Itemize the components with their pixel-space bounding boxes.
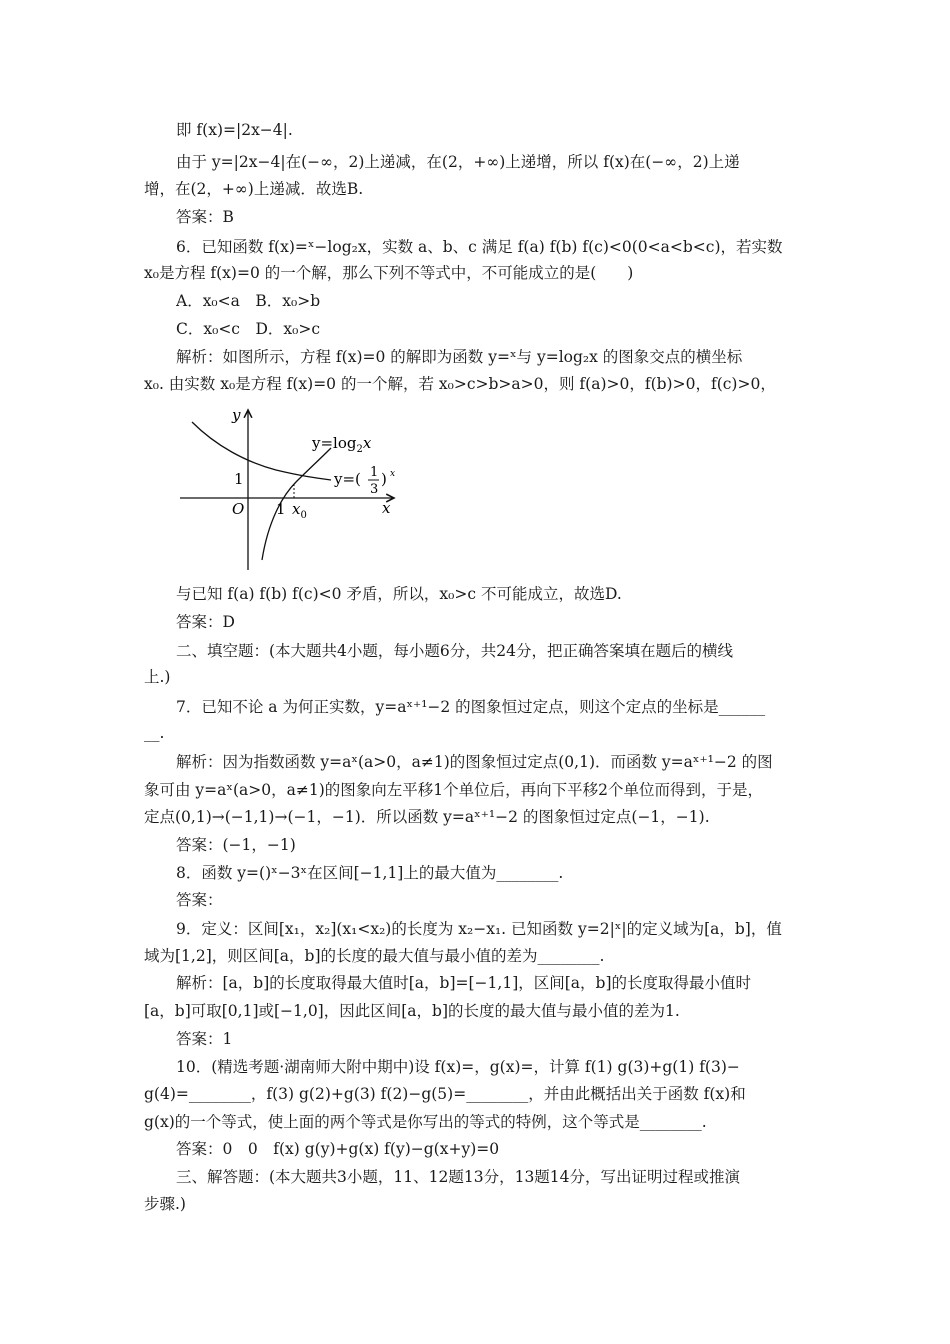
text-line: __. [144,724,165,742]
origin-label: O [232,500,245,518]
exp-fraction-den: 3 [370,482,379,497]
text-line: 10．(精选考题·湖南师大附中期中)设 f(x)=，g(x)=，计算 f(1) g(3)+g(1) f(3)− [176,1058,740,1076]
text-line: [a，b]可取[0,1]或[−1,0]，因此区间[a，b]的长度的最大值与最小值的差为1. [144,1002,680,1020]
exp-curve-sup: x [390,469,396,479]
option-line: A．x₀<a B．x₀>b [176,292,321,310]
text-line: 8．函数 y=()ˣ−3ˣ在区间[−1,1]上的最大值为________. [176,864,564,882]
text-line: 与已知 f(a) f(b) f(c)<0 矛盾，所以，x₀>c 不可能成立，故选D. [176,585,622,603]
x-one-label: 1 [276,500,286,518]
text-line: 答案：B [176,208,234,226]
section-heading: 三、解答题：(本大题共3小题，11、12题13分，13题14分，写出证明过程或推演 [176,1168,741,1186]
text-line: 步骤.) [144,1195,186,1213]
text-line: 解析：[a，b]的长度取得最大值时[a，b]=[−1,1]，区间[a，b]的长度取得最小值时 [176,974,751,992]
text-line: 解析：如图所示，方程 f(x)=0 的解即为函数 y=ˣ与 y=log₂x 的图象交点的横坐标 [176,348,743,366]
text-line: 上.) [144,668,171,686]
text-line: 域为[1,2]，则区间[a，b]的长度的最大值与最小值的差为________. [144,947,605,965]
log-curve-label: $y=\log_2x$ [312,434,372,455]
exp-fraction-num: 1 [370,465,379,480]
function-graph [176,404,406,574]
text-line: x₀是方程 f(x)=0 的一个解，那么下列不等式中，不可能成立的是( ) [144,264,634,282]
y-axis-label: y [232,406,241,424]
text-line: 增，在(2，+∞)上递减．故选B. [144,180,364,198]
exp-curve-label: y=( [334,470,361,488]
text-line: 定点(0,1)→(−1,1)→(−1，−1)．所以函数 y=aˣ⁺¹−2 的图象恒过定点(−1，−1). [144,808,710,826]
text-line: 解析：因为指数函数 y=aˣ(a>0，a≠1)的图象恒过定点(0,1)．而函数 y=aˣ⁺¹−2 的图 [176,753,773,771]
text-line: 6．已知函数 f(x)=ˣ−log₂x，实数 a、b、c 满足 f(a) f(b) f(c)<0(0<a<b<c)，若实数 [176,238,783,256]
text-line: g(4)=________，f(3) g(2)+g(3) f(2)−g(5)=________，并由此概括出关于函数 f(x)和 [144,1085,746,1103]
text-line: 答案：0 0 f(x) g(y)+g(x) f(y)−g(x+y)=0 [176,1140,500,1158]
text-line: 象可由 y=aˣ(a>0，a≠1)的图象向左平移1个单位后，再向下平移2个单位而得到，于是， [144,781,763,799]
y-one-label: 1 [234,470,244,488]
exp-curve-close: ) [381,470,387,488]
text-line: 7．已知不论 a 为何正实数，y=aˣ⁺¹−2 的图象恒过定点，则这个定点的坐标是______ [176,698,766,716]
text-line: 答案： [176,891,223,909]
option-line: C．x₀<c D．x₀>c [176,320,321,338]
text-line: x₀. 由实数 x₀是方程 f(x)=0 的一个解，若 x₀>c>b>a>0，则 f(a)>0，f(b)>0，f(c)>0， [144,375,776,393]
text-line: 即 f(x)=|2x−4|. [176,121,293,139]
exp-curve [192,422,331,480]
text-line: 答案：D [176,613,235,631]
text-line: 答案：1 [176,1030,233,1048]
x0-label: $x_0$ [292,500,307,521]
text-line: g(x)的一个等式，使上面的两个等式是你写出的等式的特例，这个等式是________. [144,1113,707,1131]
text-line: 由于 y=|2x−4|在(−∞，2)上递减，在(2，+∞)上递增，所以 f(x)在(−∞，2)上递 [176,153,740,171]
section-heading: 二、填空题：(本大题共4小题，每小题6分，共24分，把正确答案填在题后的横线 [176,642,733,660]
x-axis-label: x [382,499,391,517]
text-line: 答案：(−1，−1) [176,836,296,854]
text-line: 9．定义：区间[x₁，x₂](x₁<x₂)的长度为 x₂−x₁. 已知函数 y=2|ˣ|的定义域为[a，b]，值 [176,920,782,938]
